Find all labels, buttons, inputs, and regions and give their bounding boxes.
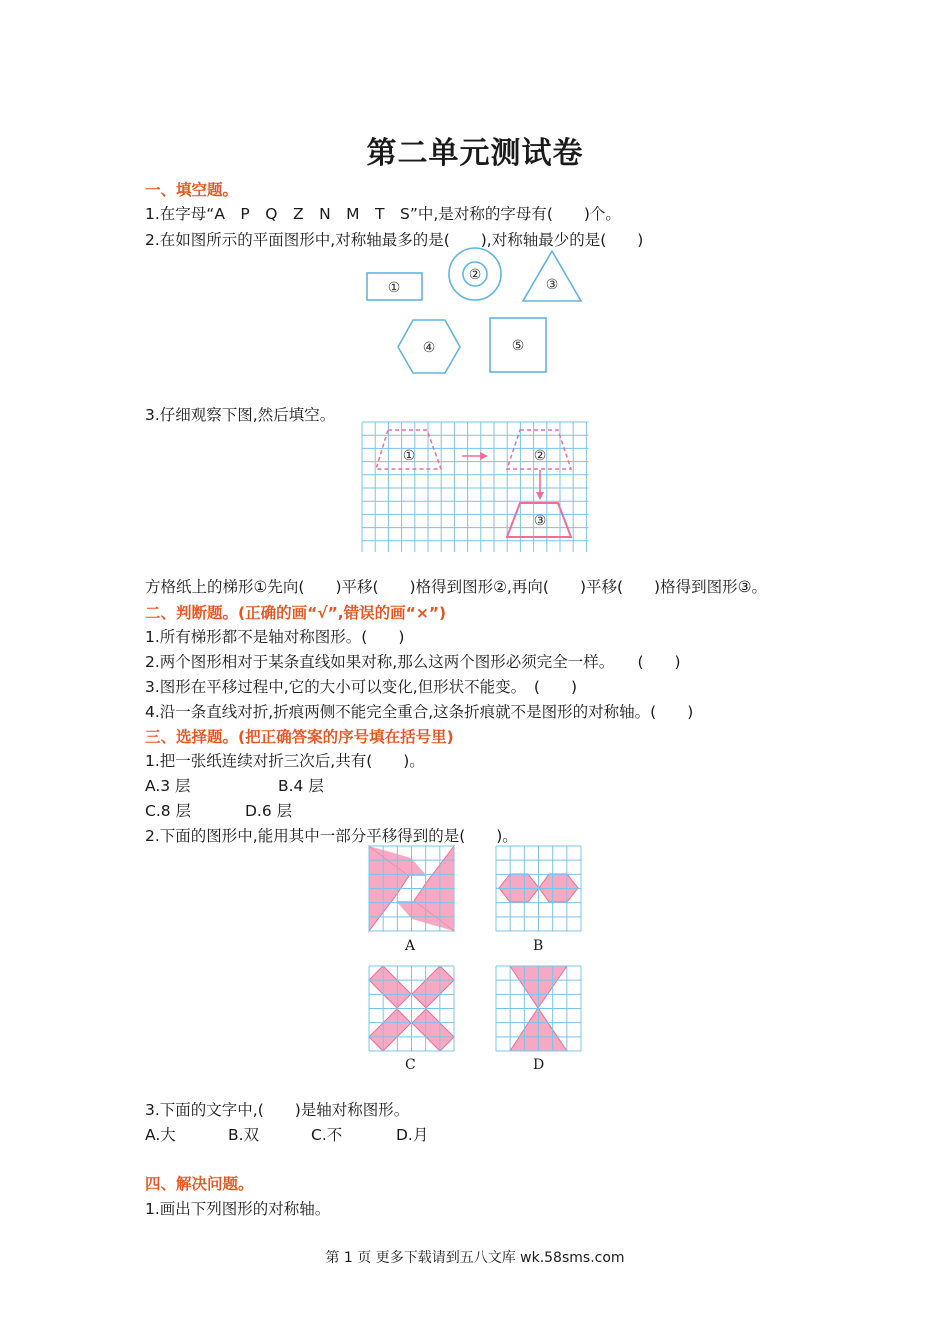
question-1-3: 3.仔细观察下图,然后填空。 [145, 406, 336, 424]
figure-b [496, 846, 581, 931]
grid-label-1: ① [402, 448, 416, 464]
option-3-3-c: C.不 [311, 1126, 343, 1144]
shapes-figure [360, 245, 600, 380]
option-3-1-c: C.8 层 [145, 802, 192, 820]
question-2-4: 4.沿一条直线对折,折痕两侧不能完全重合,这条折痕就不是图形的对称轴。( ) [145, 703, 694, 721]
question-2-2: 2.两个图形相对于某条直线如果对称,那么这两个图形必须完全一样。 ( ) [145, 653, 681, 671]
question-2-3: 3.图形在平移过程中,它的大小可以变化,但形状不能变。 ( ) [145, 678, 577, 696]
shape-label-4: ④ [422, 340, 436, 356]
question-3-2: 2.下面的图形中,能用其中一部分平移得到的是( )。 [145, 827, 518, 845]
shape-triangle [523, 251, 581, 301]
question-4-1: 1.画出下列图形的对称轴。 [145, 1200, 331, 1218]
question-2-1: 1.所有梯形都不是轴对称图形。( ) [145, 628, 405, 646]
shape-label-5: ⑤ [511, 338, 525, 354]
option-3-1-d: D.6 层 [245, 802, 293, 820]
question-1-3-fill: 方格纸上的梯形①先向( )平移( )格得到图形②,再向( )平移( )格得到图形③。 [145, 578, 767, 596]
arrow-down-head [536, 492, 544, 500]
figure-d [496, 966, 581, 1051]
question-3-1: 1.把一张纸连续对折三次后,共有( )。 [145, 752, 425, 770]
translation-grid [362, 422, 589, 553]
figure-c [369, 966, 454, 1051]
option-3-1-a: A.3 层 [145, 777, 191, 795]
section-heading-judge: 二、判断题。(正确的画“√”,错误的画“×”) [145, 604, 447, 622]
caption-c: C [405, 1057, 416, 1073]
option-3-3-d: D.月 [396, 1126, 429, 1144]
arrow-right-head [480, 452, 488, 460]
option-3-3-a: A.大 [145, 1126, 176, 1144]
option-3-3-b: B.双 [228, 1126, 260, 1144]
question-1-2: 2.在如图所示的平面图形中,对称轴最多的是( ),对称轴最少的是( ) [145, 231, 644, 249]
option-3-1-b: B.4 层 [278, 777, 324, 795]
caption-b: B [533, 938, 544, 954]
page-footer: 第 1 页 更多下载请到五八文库 wk.58sms.com [325, 1250, 625, 1266]
page-title: 第二单元测试卷 [366, 136, 584, 171]
section-heading-fill: 一、填空题。 [145, 181, 239, 199]
section-heading-solve: 四、解决问题。 [145, 1175, 254, 1193]
grid-label-3: ③ [533, 513, 547, 529]
question-3-3: 3.下面的文字中,( )是轴对称图形。 [145, 1101, 410, 1119]
shape-label-2: ② [468, 267, 482, 283]
caption-a: A [405, 938, 416, 954]
section-heading-choice: 三、选择题。(把正确答案的序号填在括号里) [145, 728, 454, 746]
shape-label-3: ③ [545, 277, 559, 293]
figure-a [369, 846, 454, 931]
question-1-1: 1.在字母“A P Q Z N M T S”中,是对称的字母有( )个。 [145, 205, 621, 223]
caption-d: D [533, 1057, 545, 1073]
grid-label-2: ② [533, 448, 547, 464]
shape-label-1: ① [387, 280, 401, 296]
